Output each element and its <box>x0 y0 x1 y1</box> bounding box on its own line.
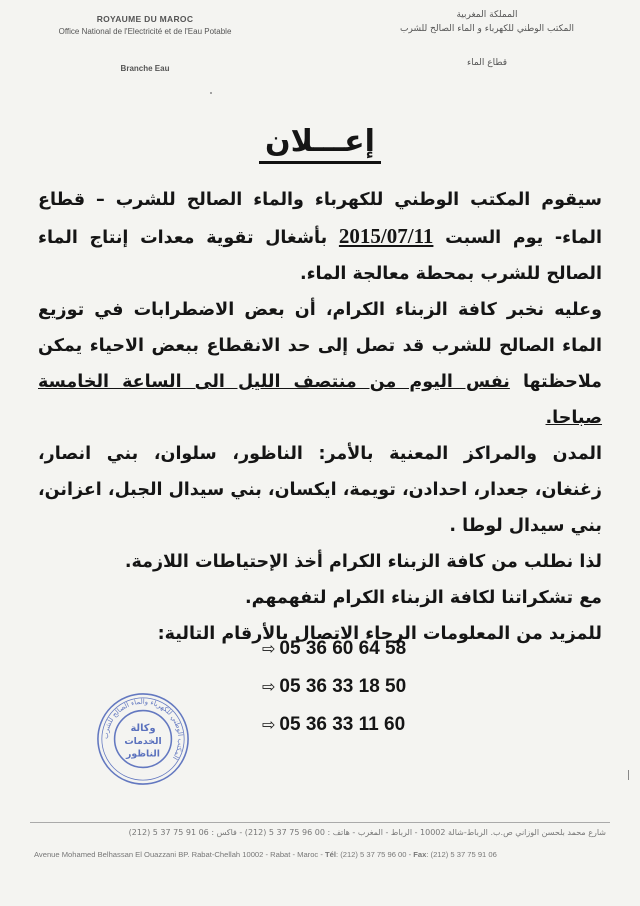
stamp-center-line2: الخدمات <box>124 735 162 747</box>
paragraph-works <box>38 182 602 292</box>
footer-street-fr: Avenue Mohamed Belhassan El Ouazzani BP. Rabat-Chellah 10002 - Rabat - Maroc - <box>34 850 325 859</box>
notice-title <box>0 124 640 159</box>
arrow-right-icon: ⇨ <box>262 679 276 696</box>
phone-number: 05 36 60 64 58 <box>279 638 407 659</box>
disruption-text: وعليه نخبر كافة الزبناء الكرام، أن بعض الاضطرابات في توزيع الماء الصالح للشرب قد تصل إلى حد الانقطاع ببعض الاحياء يمكن ملاحظتها <box>38 300 602 392</box>
footer-fax-label: Fax <box>413 850 427 859</box>
phone-list <box>262 630 406 744</box>
arrow-right-icon: ⇨ <box>262 717 276 734</box>
works-detail: بأشغال تقوية معدات إنتاج الماء الصالح للشرب بمحطة معالجة الماء. <box>38 228 602 284</box>
notice-body <box>38 182 602 652</box>
phone-number: 05 36 33 18 50 <box>279 676 407 697</box>
arrow-right-icon: ⇨ <box>262 641 276 658</box>
header-branch-ar: قطاع الماء <box>466 58 508 68</box>
header-arabic <box>362 10 612 68</box>
header-kingdom-ar: المملكة المغربية <box>456 10 518 20</box>
footer-tel-label: Tél <box>324 850 336 859</box>
paragraph-precautions: لذا نطلب من كافة الزبناء الكرام أخذ الإحتياطات اللازمة. <box>124 552 602 572</box>
footer-fax-value: : (212) 5 37 75 91 06 <box>426 850 497 859</box>
phone-item <box>262 706 406 744</box>
phone-item <box>262 630 406 668</box>
stamp-center-line3: الناظور <box>126 748 160 760</box>
works-intro: سيقوم المكتب الوطني للكهرباء والماء الصالح للشرب – قطاع الماء- يوم السبت <box>38 190 603 248</box>
header-office-ar: المكتب الوطني للكهرباء و الماء الصالح للشرب <box>400 24 574 34</box>
paragraph-areas: المدن والمراكز المعنية بالأمر: الناظور، سلوان، بني انصار، زغنغان، جعدار، احدادن، تويمة، ايكسان، بني سيدال الجبل، اعزانن، بني سيدال لوطا . <box>38 444 602 536</box>
footer-address-ar: شارع محمد بلحسن الوزاني ص.ب. الرباط-شالة 10002 - الرباط - المغرب - هاتف : 00 96 75 37 5 (212) - فاكس : 06 91 75 37 5 (212) <box>128 828 606 837</box>
header-kingdom-fr: ROYAUME DU MAROC <box>96 14 194 24</box>
header-office-fr: Office National de l'Electricité et de l'Eau Potable <box>58 27 232 36</box>
paragraph-disruption <box>38 292 602 436</box>
phone-number: 05 36 33 11 60 <box>279 714 406 735</box>
footer-divider <box>30 822 610 823</box>
footer-tel-value: : (212) 5 37 75 96 00 - <box>335 850 414 859</box>
scan-speck <box>628 770 629 780</box>
disruption-time: نفس اليوم من منتصف الليل الى الساعة الخامسة صباحا. <box>38 372 602 428</box>
header-french <box>30 14 260 73</box>
footer-address-fr <box>34 850 497 859</box>
paragraph-thanks: مع تشكراتنا لكافة الزبناء الكرام لتفهمهم. <box>244 588 602 608</box>
notice-title-text: إعـــلان <box>259 124 381 164</box>
official-stamp <box>94 690 192 788</box>
works-date: 2015/07/11 <box>338 224 434 248</box>
stamp-ring-text: المكتب الوطني للكهرباء والماء الصالح للشرب <box>101 697 185 762</box>
scan-speck <box>210 92 212 94</box>
phone-item <box>262 668 406 706</box>
header-branch-fr: Branche Eau <box>120 64 170 73</box>
stamp-center-line1: وكالة <box>130 723 156 735</box>
paragraph-contact: للمزيد من المعلومات الرجاء الاتصال بالأرقام التالية: <box>157 624 602 644</box>
